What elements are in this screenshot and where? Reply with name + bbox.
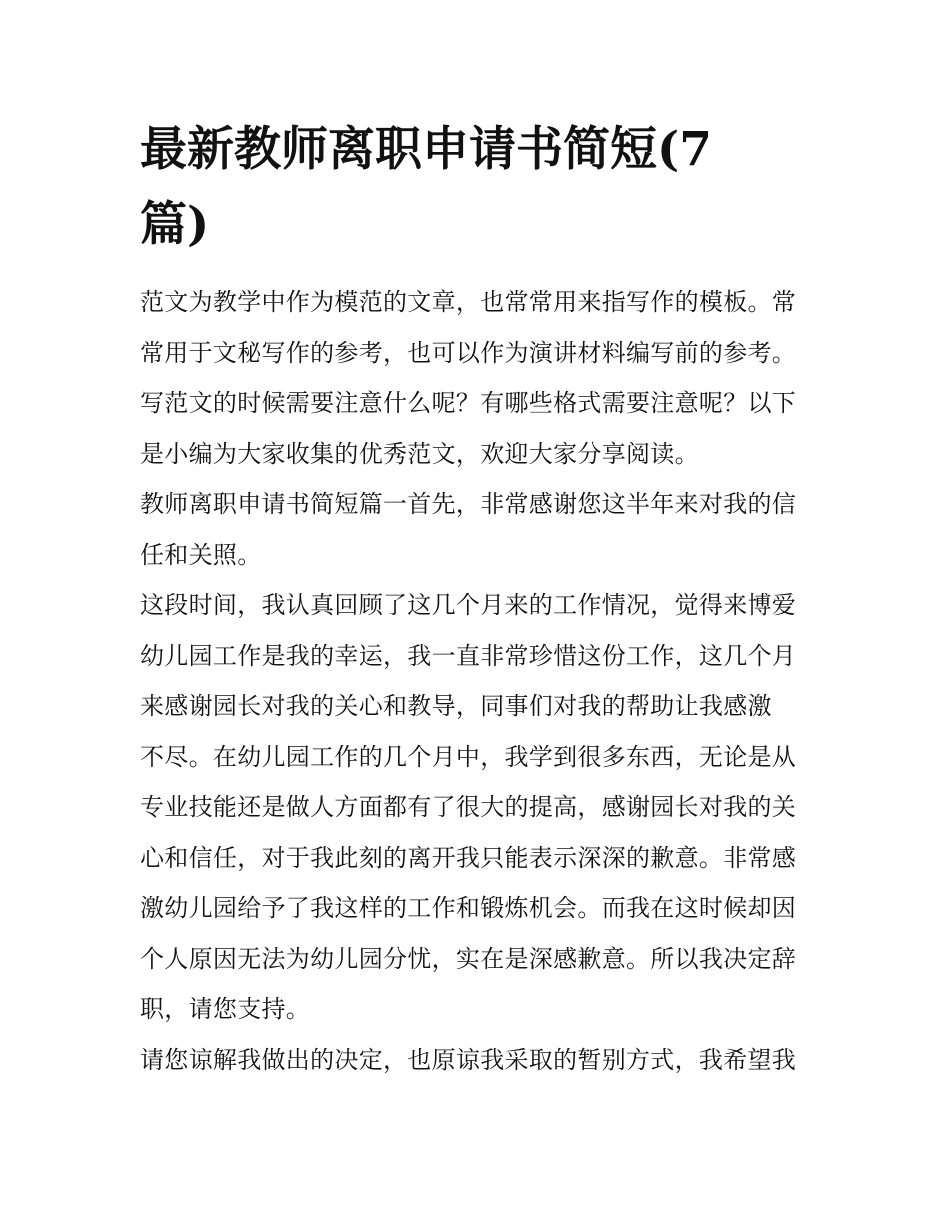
body-line: 写范文的时候需要注意什么呢？有哪些格式需要注意呢？以下 [140, 389, 797, 417]
title-line-2: 篇) [140, 197, 210, 252]
body-line: 专业技能还是做人方面都有了很大的提高，感谢园长对我的关 [140, 793, 797, 821]
body-line: 常用于文秘写作的参考，也可以作为演讲材料编写前的参考。 [140, 338, 797, 367]
body-line: 个人原因无法为幼儿园分忧，实在是深感歉意。所以我决定辞 [140, 944, 797, 973]
body-line: 请您谅解我做出的决定，也原谅我采取的暂别方式，我希望我 [140, 1045, 797, 1074]
body-line: 激幼儿园给予了我这样的工作和锻炼机会。而我在这时候却因 [140, 894, 797, 922]
body-line: 范文为教学中作为模范的文章，也常常用来指写作的模板。常 [140, 288, 797, 316]
body-line: 幼儿园工作是我的幸运，我一直非常珍惜这份工作，这几个月 [140, 641, 797, 670]
body-line: 心和信任，对于我此刻的离开我只能表示深深的歉意。非常感 [140, 843, 797, 872]
body-line: 这段时间，我认真回顾了这几个月来的工作情况，觉得来博爱 [140, 591, 797, 619]
body-line: 教师离职申请书简短篇一首先，非常感谢您这半年来对我的信 [140, 490, 797, 518]
body-line: 不尽。在幼儿园工作的几个月中，我学到很多东西，无论是从 [140, 742, 797, 771]
document-title [140, 112, 780, 262]
body-line: 职，请您支持。 [140, 995, 311, 1023]
title-line-1: 最新教师离职申请书简短(7 [140, 122, 712, 177]
body-line: 来感谢园长对我的关心和教导，同事们对我的帮助让我感激 [140, 692, 772, 720]
body-line: 任和关照。 [140, 540, 262, 569]
document-body [140, 277, 812, 1085]
body-line: 是小编为大家收集的优秀范文，欢迎大家分享阅读。 [140, 439, 699, 468]
